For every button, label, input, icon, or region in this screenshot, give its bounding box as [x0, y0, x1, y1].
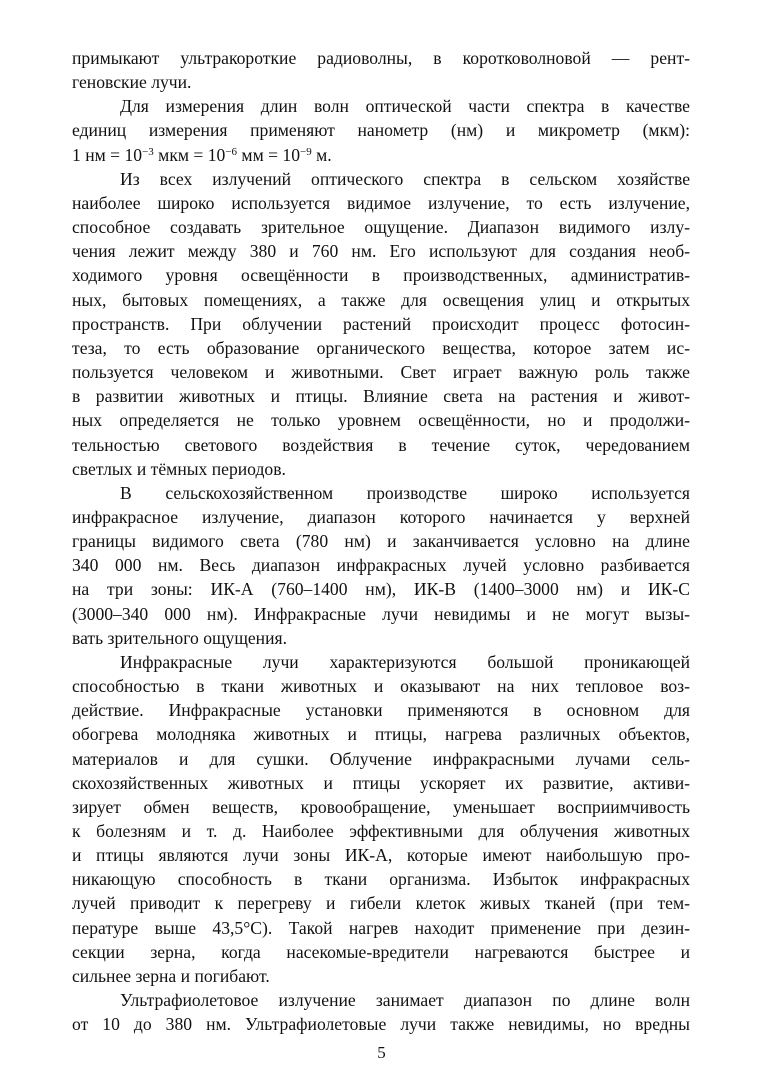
- text-line: и птицы являются лучи зоны ИК-А, которые имеют наибольшую про-: [72, 845, 690, 866]
- text-line: в развитии животных и птицы. Влияние света на растения и живот-: [72, 386, 690, 407]
- formula-exponent: −9: [300, 145, 312, 158]
- text-line: материалов и для сушки. Облучение инфракрасными лучами сель-: [72, 748, 690, 769]
- text-line: действие. Инфракрасные установки применяются в основном для: [72, 700, 690, 721]
- text-line: ных, бытовых помещениях, а также для освещения улиц и открытых: [72, 289, 690, 310]
- text-line: ходимого уровня освещённости в производственных, административ-: [72, 265, 690, 286]
- text-line: единиц измерения применяют нанометр (нм) и микрометр (мкм):: [72, 120, 690, 141]
- text-line: Инфракрасные лучи характеризуются большой проникающей: [120, 651, 690, 672]
- formula-exponent: −6: [225, 145, 238, 158]
- paragraph: [72, 46, 690, 94]
- formula-exponent: −3: [142, 145, 154, 158]
- formula-part: мм = 10: [237, 144, 301, 165]
- text-line: Из всех излучений оптического спектра в сельском хозяйстве: [120, 168, 690, 189]
- text-line: В сельскохозяйственном производстве широко используется: [120, 482, 690, 503]
- unit-formula: [72, 143, 690, 167]
- text-line: геновские лучи.: [72, 72, 192, 93]
- text-line: (3000–340 000 нм). Инфракрасные лучи невидимы и не могут вызы-: [72, 603, 690, 624]
- text-line: ных определяется не только уровнем освещённости, но и продолжи-: [72, 410, 690, 431]
- text-line: никающую способность в ткани организма. Избыток инфракрасных: [72, 869, 690, 890]
- text-line: границы видимого света (780 нм) и заканчивается условно на длине: [72, 531, 690, 552]
- text-line: зирует обмен веществ, кровообращение, уменьшает восприимчивость: [72, 796, 690, 817]
- text-line: секции зерна, когда насекомые-вредители нагреваются быстрее и: [72, 941, 690, 962]
- text-line: пространств. При облучении растений происходит процесс фотосин-: [72, 313, 690, 334]
- text-line: способное создавать зрительное ощущение. Диапазон видимого излу-: [72, 217, 690, 238]
- text-line: обогрева молодняка животных и птицы, нагрева различных объектов,: [72, 724, 690, 745]
- paragraph: [72, 650, 690, 988]
- text-line: вать зрительного ощущения.: [72, 627, 288, 648]
- paragraph: [72, 94, 690, 166]
- text-line: Для измерения длин волн оптической части спектра в качестве: [120, 96, 690, 117]
- text-line: на три зоны: ИК-А (760–1400 нм), ИК-В (1400–3000 нм) и ИК-С: [72, 579, 690, 600]
- page-number: 5: [377, 1043, 386, 1062]
- text-line: пературе выше 43,5°C). Такой нагрев находит применение при дезин-: [72, 917, 690, 938]
- text-line: примыкают ультракороткие радиоволны, в коротковолновой — рент-: [72, 48, 690, 68]
- text-line: скохозяйственных животных и птицы ускоряет их развитие, активи-: [72, 772, 690, 793]
- text-line: тельностью светового воздействия в течение суток, чередованием: [72, 434, 690, 455]
- text-line: к болезням и т. д. Наиболее эффективными для облучения животных: [72, 821, 690, 841]
- text-line: сильнее зерна и погибают.: [72, 965, 270, 986]
- paragraph: [72, 988, 690, 1036]
- text-line: Ультрафиолетовое излучение занимает диапазон по длине волн: [120, 990, 690, 1011]
- text-line: 340 000 нм. Весь диапазон инфракрасных лучей условно разбивается: [72, 555, 690, 576]
- text-line: наиболее широко используется видимое излучение, то есть излучение,: [72, 192, 690, 213]
- formula-part: 1 нм = 10: [72, 144, 143, 165]
- text-line: способностью в ткани животных и оказывают на них тепловое воз-: [72, 676, 690, 697]
- text-line: от 10 до 380 нм. Ультрафиолетовые лучи также невидимы, но вредны: [72, 1014, 690, 1035]
- text-line: светлых и тёмных периодов.: [72, 458, 286, 479]
- formula-part: мкм = 10: [153, 144, 226, 165]
- text-line: теза, то есть образование органического вещества, которое затем ис-: [72, 337, 690, 358]
- paragraph: [72, 481, 690, 650]
- text-line: пользуется человеком и животными. Свет играет важную роль также: [72, 362, 690, 383]
- paragraph: [72, 167, 690, 481]
- text-line: лучей приводит к перегреву и гибели клеток живых тканей (при тем-: [72, 893, 690, 914]
- body-text: [72, 46, 690, 1036]
- text-line: чения лежит между 380 и 760 нм. Его используют для создания необ-: [72, 241, 690, 262]
- text-line: инфракрасное излучение, диапазон которого начинается у верхней: [72, 506, 690, 527]
- formula-part: м.: [311, 144, 332, 165]
